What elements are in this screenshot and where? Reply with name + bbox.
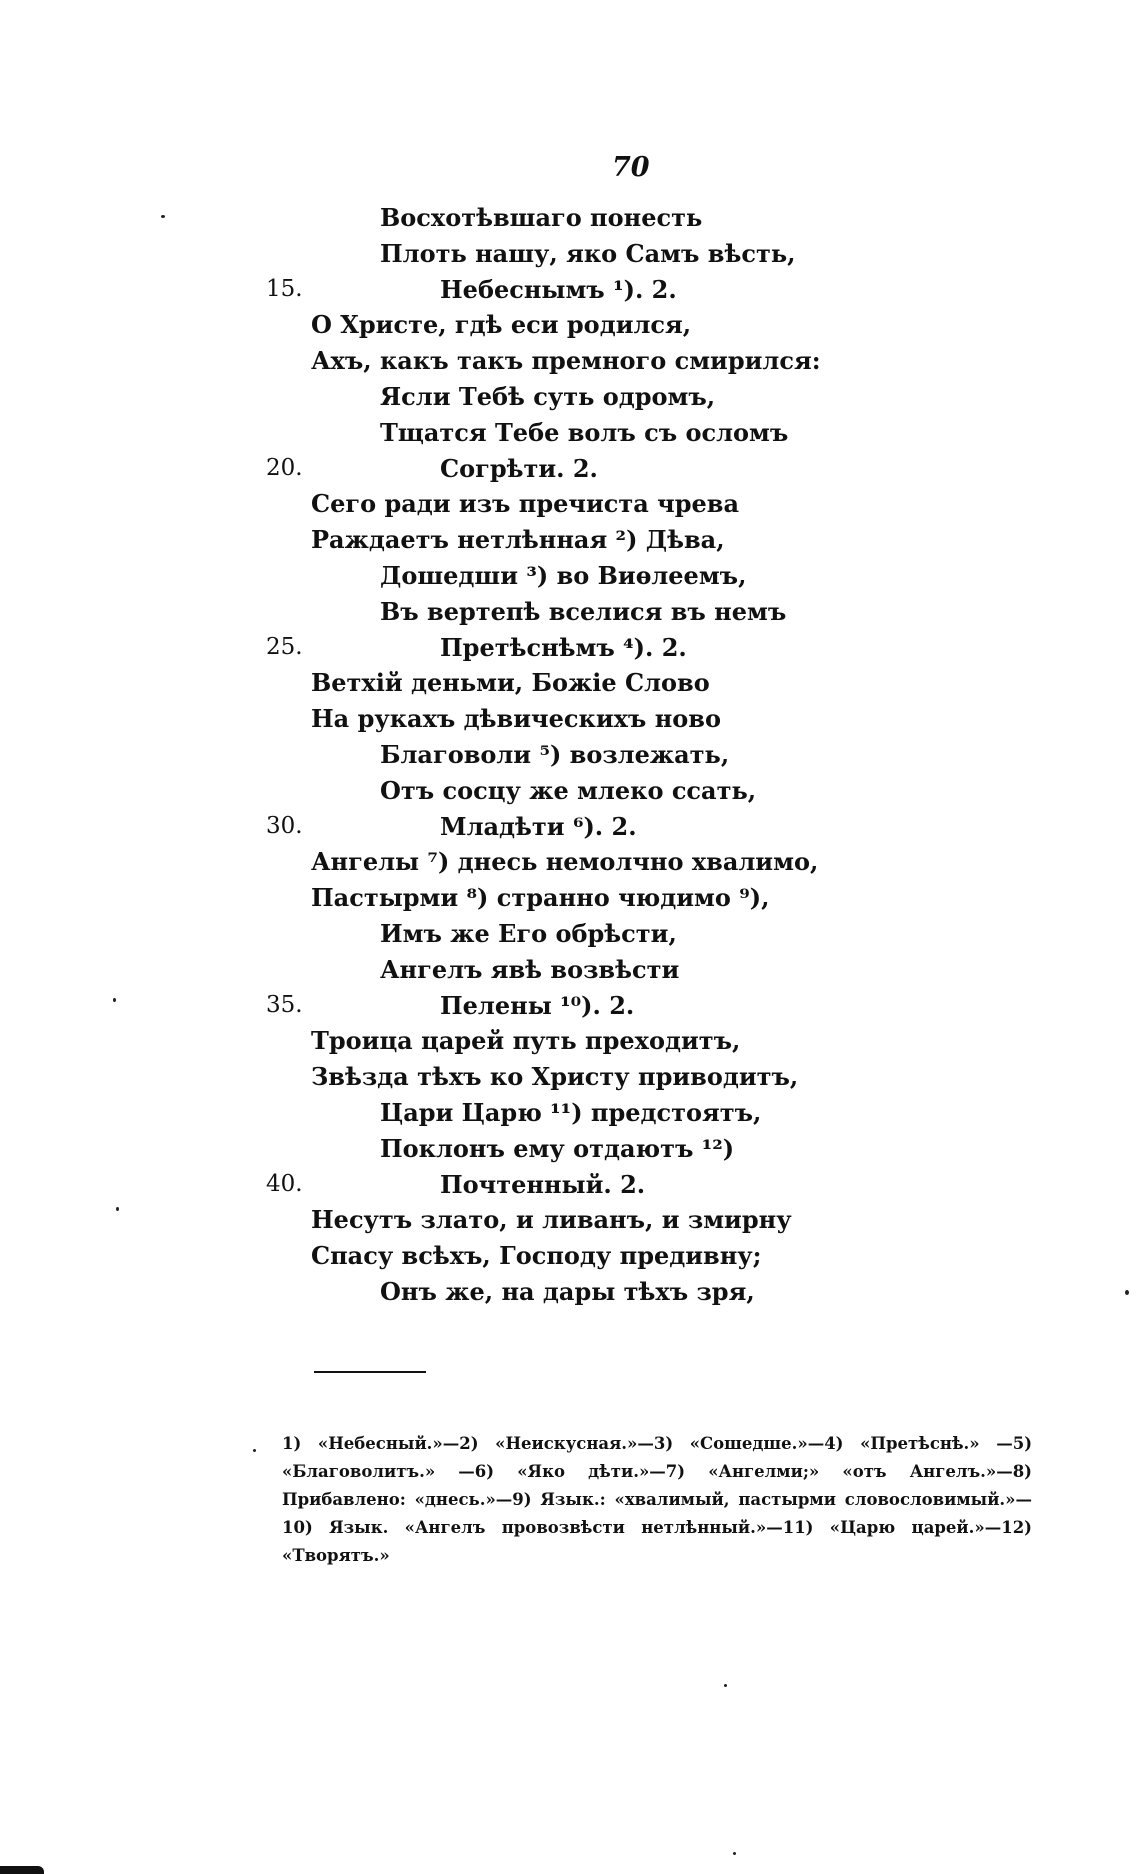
line-text: Почтенный. 2. — [440, 1169, 646, 1199]
poem-line — [0, 952, 1140, 988]
line-text: Дошедши ³) во Виѳлеемъ, — [380, 560, 747, 590]
poem-line — [0, 916, 1140, 952]
poem — [0, 200, 1140, 1310]
line-text: Троица царей путь преходитъ, — [311, 1026, 741, 1056]
line-text: Ангелъ явѣ возвѣсти — [380, 954, 680, 984]
poem-line — [0, 1059, 1140, 1095]
line-text: Въ вертепѣ вселися въ немъ — [380, 596, 787, 626]
scan-speck — [253, 1449, 256, 1452]
poem-line — [0, 343, 1140, 379]
line-text: Пастырми ⁸) странно чюдимо ⁹), — [311, 883, 770, 913]
footnotes: 1) «Небесный.»—2) «Неискусная.»—3) «Сошедше.»—4) «Претѣснѣ.» —5) «Благоволитъ.» —6) «Яко дѣти.»—7) «Ангелми;» «отъ Ангелъ.»—8) Прибавлено: «днесь.»—9) Язык.: «хвалимый, пастырми словословимый.»—10) Язык. «Ангелъ провозвѣсти нетлѣнный.»—11) «Царю царей.»—12) «Творятъ.» — [282, 1434, 1032, 1565]
poem-line — [0, 809, 1140, 845]
line-text: Раждаетъ нетлѣнная ²) Дѣва, — [311, 525, 725, 555]
poem-line — [0, 558, 1140, 594]
line-number: 30. — [266, 812, 303, 839]
line-text: Несутъ злато, и ливанъ, и змирну — [311, 1205, 792, 1235]
line-text: Цари Царю ¹¹) предстоятъ, — [380, 1097, 762, 1127]
line-text: Сего ради изъ пречиста чрева — [311, 489, 740, 519]
footnote-divider — [314, 1371, 426, 1373]
line-text: На рукахъ дѣвическихъ ново — [311, 704, 721, 734]
line-text: Младѣти ⁶). 2. — [440, 811, 637, 841]
scan-speck — [113, 998, 116, 1002]
poem-line — [0, 880, 1140, 916]
line-number: 35. — [266, 991, 303, 1018]
line-text: Плоть нашу, яко Самъ вѣсть, — [380, 238, 796, 268]
line-number: 25. — [266, 633, 303, 660]
line-text: Спасу всѣхъ, Господу предивну; — [311, 1241, 762, 1271]
line-text: Онъ же, на дары тѣхъ зря, — [380, 1276, 755, 1306]
line-text: Согрѣти. 2. — [440, 453, 598, 483]
line-text: Небеснымъ ¹). 2. — [440, 274, 677, 304]
poem-line — [0, 1095, 1140, 1131]
poem-line — [0, 307, 1140, 343]
scan-speck — [733, 1852, 736, 1855]
line-text: Звѣзда тѣхъ ко Христу приводитъ, — [311, 1062, 799, 1092]
line-text: Ясли Тебѣ суть одромъ, — [380, 381, 716, 411]
line-text: Претѣснѣмъ ⁴). 2. — [440, 632, 687, 662]
line-text: Ветхій деньми, Божіе Слово — [311, 668, 710, 698]
poem-line — [0, 594, 1140, 630]
poem-line — [0, 415, 1140, 451]
poem-line — [0, 272, 1140, 308]
line-text: О Христе, гдѣ еси родился, — [311, 310, 692, 340]
line-text: Восхотѣвшаго понесть — [380, 203, 703, 232]
poem-line — [0, 773, 1140, 809]
poem-line — [0, 737, 1140, 773]
poem-line — [0, 1202, 1140, 1238]
poem-line — [0, 844, 1140, 880]
line-number: 40. — [266, 1170, 303, 1197]
poem-line — [0, 1238, 1140, 1274]
poem-line — [0, 1167, 1140, 1203]
poem-line — [0, 236, 1140, 272]
line-text: Поклонъ ему отдаютъ ¹²) — [380, 1133, 735, 1163]
poem-line — [0, 1023, 1140, 1059]
poem-line — [0, 701, 1140, 737]
poem-line — [0, 200, 1140, 236]
line-text: Благоволи ⁵) возлежать, — [380, 739, 730, 769]
line-text: Имъ же Его обрѣсти, — [380, 918, 677, 948]
line-number: 15. — [266, 275, 303, 302]
poem-line — [0, 988, 1140, 1024]
scan-speck — [1125, 1290, 1129, 1295]
scan-corner-mark — [0, 1866, 44, 1874]
line-text: Отъ сосцу же млеко ссать, — [380, 775, 757, 805]
poem-line — [0, 1274, 1140, 1310]
poem-line — [0, 1131, 1140, 1167]
poem-line — [0, 522, 1140, 558]
poem-line — [0, 379, 1140, 415]
line-text: Пелены ¹⁰). 2. — [440, 990, 635, 1020]
poem-line — [0, 486, 1140, 522]
scan-speck — [116, 1207, 119, 1211]
line-text: Тщатся Тебе волъ съ осломъ — [380, 417, 789, 447]
scan-speck — [724, 1684, 727, 1687]
poem-line — [0, 451, 1140, 487]
poem-line — [0, 630, 1140, 666]
page-number: 70 — [612, 152, 650, 183]
line-text: Ангелы ⁷) днесь немолчно хвалимо, — [311, 847, 819, 877]
scan-speck — [161, 215, 165, 218]
line-text: Ахъ, какъ такъ премного смирился: — [311, 346, 821, 376]
line-number: 20. — [266, 454, 303, 481]
poem-line — [0, 665, 1140, 701]
